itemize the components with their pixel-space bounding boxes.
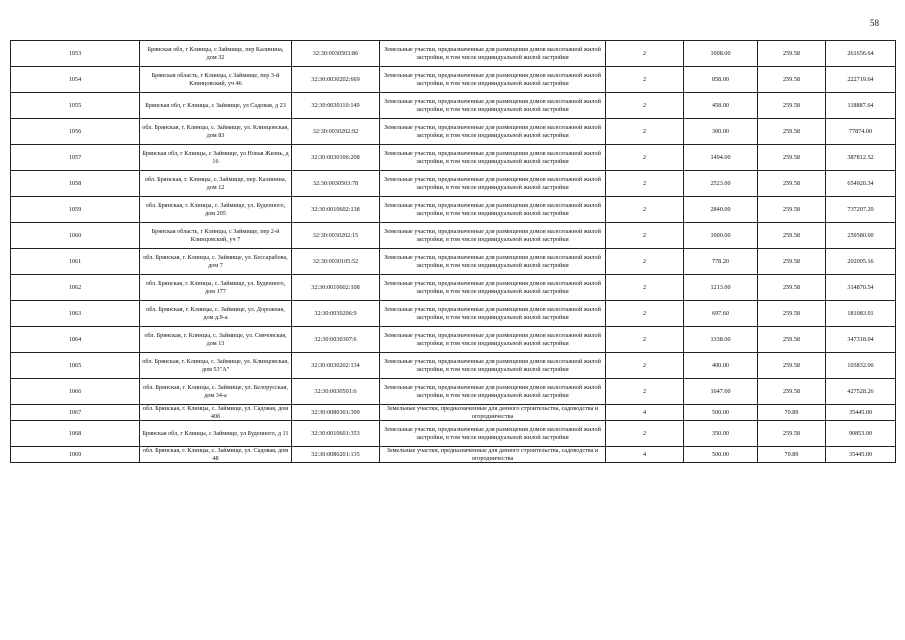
- cadastral-number-cell: 32:30:0080301:399: [292, 405, 380, 421]
- area-cell: 458.00: [684, 93, 758, 119]
- address-cell: Брянская область, г Клинцы, с Займище, пер 3-й Клинцовский, уч 46: [140, 67, 292, 93]
- table-row: [11, 223, 896, 249]
- table-row: [11, 379, 896, 405]
- cadastral-value-cell: 35445.00: [826, 447, 896, 463]
- table-row: [11, 327, 896, 353]
- class-cell: 2: [606, 353, 684, 379]
- cadastral-number-cell: 32:30:0030202:92: [292, 119, 380, 145]
- area-cell: 400.00: [684, 353, 758, 379]
- land-use-cell: Земельные участки, предназначенные для размещения домов малоэтажной жилой застройки, в том числе индивидуальной жилой застройки: [380, 119, 606, 145]
- cadastral-number-cell: 32:30:0030503:86: [292, 41, 380, 67]
- cadastral-value-cell: 90853.00: [826, 421, 896, 447]
- rate-cell: 259.58: [758, 379, 826, 405]
- table-row: [11, 447, 896, 463]
- class-cell: 2: [606, 421, 684, 447]
- address-cell: обл. Брянская, г. Клинцы, с. Займище, пер. Калинина, дом 12: [140, 171, 292, 197]
- area-cell: 778.20: [684, 249, 758, 275]
- land-use-cell: Земельные участки, предназначенные для размещения домов малоэтажной жилой застройки, в том числе индивидуальной жилой застройки: [380, 353, 606, 379]
- address-cell: Брянская обл, г Клинцы, с Займище, ул Садовая, д 23: [140, 93, 292, 119]
- rate-cell: 259.58: [758, 301, 826, 327]
- cadastral-value-cell: 347318.04: [826, 327, 896, 353]
- cadastral-value-cell: 387812.52: [826, 145, 896, 171]
- rate-cell: 70.89: [758, 447, 826, 463]
- rate-cell: 259.58: [758, 421, 826, 447]
- rate-cell: 259.58: [758, 93, 826, 119]
- class-cell: 2: [606, 67, 684, 93]
- land-use-cell: Земельные участки, предназначенные для размещения домов малоэтажной жилой застройки, в том числе индивидуальной жилой застройки: [380, 41, 606, 67]
- class-cell: 4: [606, 405, 684, 421]
- address-cell: Брянская обл, г Клинцы, с Займище, ул Буденного, д 11: [140, 421, 292, 447]
- row-number-cell: 1055: [11, 93, 140, 119]
- cadastral-number-cell: 32:30:0010601:353: [292, 421, 380, 447]
- address-cell: обл. Брянская, г. Клинцы, с. Займище, ул. Буденного, дом 177: [140, 275, 292, 301]
- table-row: [11, 275, 896, 301]
- address-cell: обл. Брянская, г. Клинцы, с. Займище, ул. Садовая, дом 48: [140, 447, 292, 463]
- table-row: [11, 145, 896, 171]
- cadastral-value-cell: 314870.54: [826, 275, 896, 301]
- address-cell: обл. Брянская, г. Клинцы, с. Займище, ул. Дорожная, дом д.9-а: [140, 301, 292, 327]
- class-cell: 2: [606, 301, 684, 327]
- rate-cell: 259.58: [758, 171, 826, 197]
- cadastral-value-cell: 259580.00: [826, 223, 896, 249]
- address-cell: обл. Брянская, г. Клинцы, с. Займище, ул. Клинцовская, дом 53"А": [140, 353, 292, 379]
- cadastral-number-cell: 32:30:0030307:6: [292, 327, 380, 353]
- rate-cell: 259.58: [758, 197, 826, 223]
- row-number-cell: 1063: [11, 301, 140, 327]
- rate-cell: 259.58: [758, 249, 826, 275]
- land-use-cell: Земельные участки, предназначенные для размещения домов малоэтажной жилой застройки, в том числе индивидуальной жилой застройки: [380, 249, 606, 275]
- land-use-cell: Земельные участки, предназначенные для размещения домов малоэтажной жилой застройки, в том числе индивидуальной жилой застройки: [380, 327, 606, 353]
- cadastral-number-cell: 32:30:0030110:149: [292, 93, 380, 119]
- table-row: [11, 41, 896, 67]
- land-use-cell: Земельные участки, предназначенные для размещения домов малоэтажной жилой застройки, в том числе индивидуальной жилой застройки: [380, 301, 606, 327]
- cadastral-number-cell: 32:30:0030501:6: [292, 379, 380, 405]
- rate-cell: 259.58: [758, 119, 826, 145]
- address-cell: обл. Брянская, г. Клинцы, с. Займище, ул. Бессарабова, дом 7: [140, 249, 292, 275]
- cadastral-value-cell: 222719.64: [826, 67, 896, 93]
- cadastral-value-cell: 35445.00: [826, 405, 896, 421]
- rate-cell: 259.58: [758, 353, 826, 379]
- land-use-cell: Земельные участки, предназначенные для дачного строительства, садоводства и огородничества: [380, 405, 606, 421]
- land-use-cell: Земельные участки, предназначенные для размещения домов малоэтажной жилой застройки, в том числе индивидуальной жилой застройки: [380, 145, 606, 171]
- area-cell: 2840.00: [684, 197, 758, 223]
- area-cell: 350.00: [684, 421, 758, 447]
- address-cell: обл. Брянская, г. Клинцы, с. Займище, ул. Свячовская, дом 13: [140, 327, 292, 353]
- table-row: [11, 249, 896, 275]
- table-row: [11, 93, 896, 119]
- area-cell: 858.00: [684, 67, 758, 93]
- table-row: [11, 301, 896, 327]
- cadastral-number-cell: 32:30:0030105:52: [292, 249, 380, 275]
- row-number-cell: 1057: [11, 145, 140, 171]
- class-cell: 2: [606, 275, 684, 301]
- cadastral-value-cell: 737207.20: [826, 197, 896, 223]
- cadastral-number-cell: 32:30:0080201:135: [292, 447, 380, 463]
- cadastral-number-cell: 32:30:0010602:138: [292, 197, 380, 223]
- land-use-cell: Земельные участки, предназначенные для дачного строительства, садоводства и огородничества: [380, 447, 606, 463]
- rate-cell: 259.58: [758, 275, 826, 301]
- land-use-cell: Земельные участки, предназначенные для размещения домов малоэтажной жилой застройки, в том числе индивидуальной жилой застройки: [380, 379, 606, 405]
- land-use-cell: Земельные участки, предназначенные для размещения домов малоэтажной жилой застройки, в том числе индивидуальной жилой застройки: [380, 67, 606, 93]
- address-cell: обл. Брянская, г. Клинцы, с. Займище, ул. Клинцовская, дом 83: [140, 119, 292, 145]
- cadastral-number-cell: 32:30:0030202:134: [292, 353, 380, 379]
- area-cell: 1338.00: [684, 327, 758, 353]
- address-cell: Брянская обл, г Клинцы, с Займище, пер Калинина, дом 32: [140, 41, 292, 67]
- cadastral-value-cell: 427528.26: [826, 379, 896, 405]
- row-number-cell: 1068: [11, 421, 140, 447]
- cadastral-value-cell: 103832.00: [826, 353, 896, 379]
- row-number-cell: 1067: [11, 405, 140, 421]
- cadastral-value-cell: 77874.00: [826, 119, 896, 145]
- area-cell: 1213.00: [684, 275, 758, 301]
- cadastral-number-cell: 32:30:0030202:15: [292, 223, 380, 249]
- class-cell: 2: [606, 327, 684, 353]
- area-cell: 1494.00: [684, 145, 758, 171]
- row-number-cell: 1064: [11, 327, 140, 353]
- class-cell: 2: [606, 119, 684, 145]
- table-row: [11, 197, 896, 223]
- row-number-cell: 1065: [11, 353, 140, 379]
- land-registry-table: [10, 40, 896, 463]
- area-cell: 500.00: [684, 405, 758, 421]
- table-row: [11, 353, 896, 379]
- cadastral-value-cell: 118887.64: [826, 93, 896, 119]
- rate-cell: 259.58: [758, 145, 826, 171]
- row-number-cell: 1054: [11, 67, 140, 93]
- land-use-cell: Земельные участки, предназначенные для размещения домов малоэтажной жилой застройки, в том числе индивидуальной жилой застройки: [380, 421, 606, 447]
- table-row: [11, 421, 896, 447]
- row-number-cell: 1066: [11, 379, 140, 405]
- class-cell: 2: [606, 223, 684, 249]
- class-cell: 2: [606, 249, 684, 275]
- cadastral-value-cell: 654920.34: [826, 171, 896, 197]
- address-cell: обл. Брянская, г. Клинцы, с. Займище, ул. Садовая, дом 40б: [140, 405, 292, 421]
- row-number-cell: 1056: [11, 119, 140, 145]
- class-cell: 2: [606, 145, 684, 171]
- class-cell: 4: [606, 447, 684, 463]
- address-cell: Брянская область, г Клинцы, с Займище, пер 2-й Клинцовский, уч 7: [140, 223, 292, 249]
- row-number-cell: 1053: [11, 41, 140, 67]
- land-use-cell: Земельные участки, предназначенные для размещения домов малоэтажной жилой застройки, в том числе индивидуальной жилой застройки: [380, 275, 606, 301]
- cadastral-value-cell: 202005.16: [826, 249, 896, 275]
- rate-cell: 259.58: [758, 41, 826, 67]
- land-use-cell: Земельные участки, предназначенные для размещения домов малоэтажной жилой застройки, в том числе индивидуальной жилой застройки: [380, 171, 606, 197]
- cadastral-number-cell: 32:30:0030503:78: [292, 171, 380, 197]
- address-cell: обл. Брянская, г. Клинцы, с. Займище, ул. Белорусская, дом 34-а: [140, 379, 292, 405]
- row-number-cell: 1059: [11, 197, 140, 223]
- rate-cell: 259.58: [758, 67, 826, 93]
- registry-body: [11, 41, 896, 463]
- table-row: [11, 67, 896, 93]
- row-number-cell: 1061: [11, 249, 140, 275]
- address-cell: Брянская обл, г Клинцы, с Займище, ул Новая Жизнь, д 16: [140, 145, 292, 171]
- cadastral-value-cell: 261656.64: [826, 41, 896, 67]
- area-cell: 1647.00: [684, 379, 758, 405]
- area-cell: 697.60: [684, 301, 758, 327]
- area-cell: 1000.00: [684, 223, 758, 249]
- row-number-cell: 1069: [11, 447, 140, 463]
- area-cell: 500.00: [684, 447, 758, 463]
- table-row: [11, 171, 896, 197]
- address-cell: обл. Брянская, г. Клинцы, с. Займище, ул. Буденного, дом 205: [140, 197, 292, 223]
- row-number-cell: 1062: [11, 275, 140, 301]
- class-cell: 2: [606, 93, 684, 119]
- cadastral-number-cell: 32:30:0010602:108: [292, 275, 380, 301]
- cadastral-number-cell: 32:30:0030202:669: [292, 67, 380, 93]
- cadastral-value-cell: 181083.01: [826, 301, 896, 327]
- table-row: [11, 405, 896, 421]
- class-cell: 2: [606, 41, 684, 67]
- rate-cell: 259.58: [758, 327, 826, 353]
- class-cell: 2: [606, 197, 684, 223]
- rate-cell: 70.89: [758, 405, 826, 421]
- land-use-cell: Земельные участки, предназначенные для размещения домов малоэтажной жилой застройки, в том числе индивидуальной жилой застройки: [380, 93, 606, 119]
- cadastral-number-cell: 32:30:0030206:9: [292, 301, 380, 327]
- class-cell: 2: [606, 171, 684, 197]
- rate-cell: 259.58: [758, 223, 826, 249]
- row-number-cell: 1060: [11, 223, 140, 249]
- table-row: [11, 119, 896, 145]
- area-cell: 1008.00: [684, 41, 758, 67]
- land-use-cell: Земельные участки, предназначенные для размещения домов малоэтажной жилой застройки, в том числе индивидуальной жилой застройки: [380, 197, 606, 223]
- cadastral-number-cell: 32:30:0030106:208: [292, 145, 380, 171]
- area-cell: 300.00: [684, 119, 758, 145]
- row-number-cell: 1058: [11, 171, 140, 197]
- page-number: 58: [870, 18, 879, 28]
- class-cell: 2: [606, 379, 684, 405]
- area-cell: 2523.00: [684, 171, 758, 197]
- land-use-cell: Земельные участки, предназначенные для размещения домов малоэтажной жилой застройки, в том числе индивидуальной жилой застройки: [380, 223, 606, 249]
